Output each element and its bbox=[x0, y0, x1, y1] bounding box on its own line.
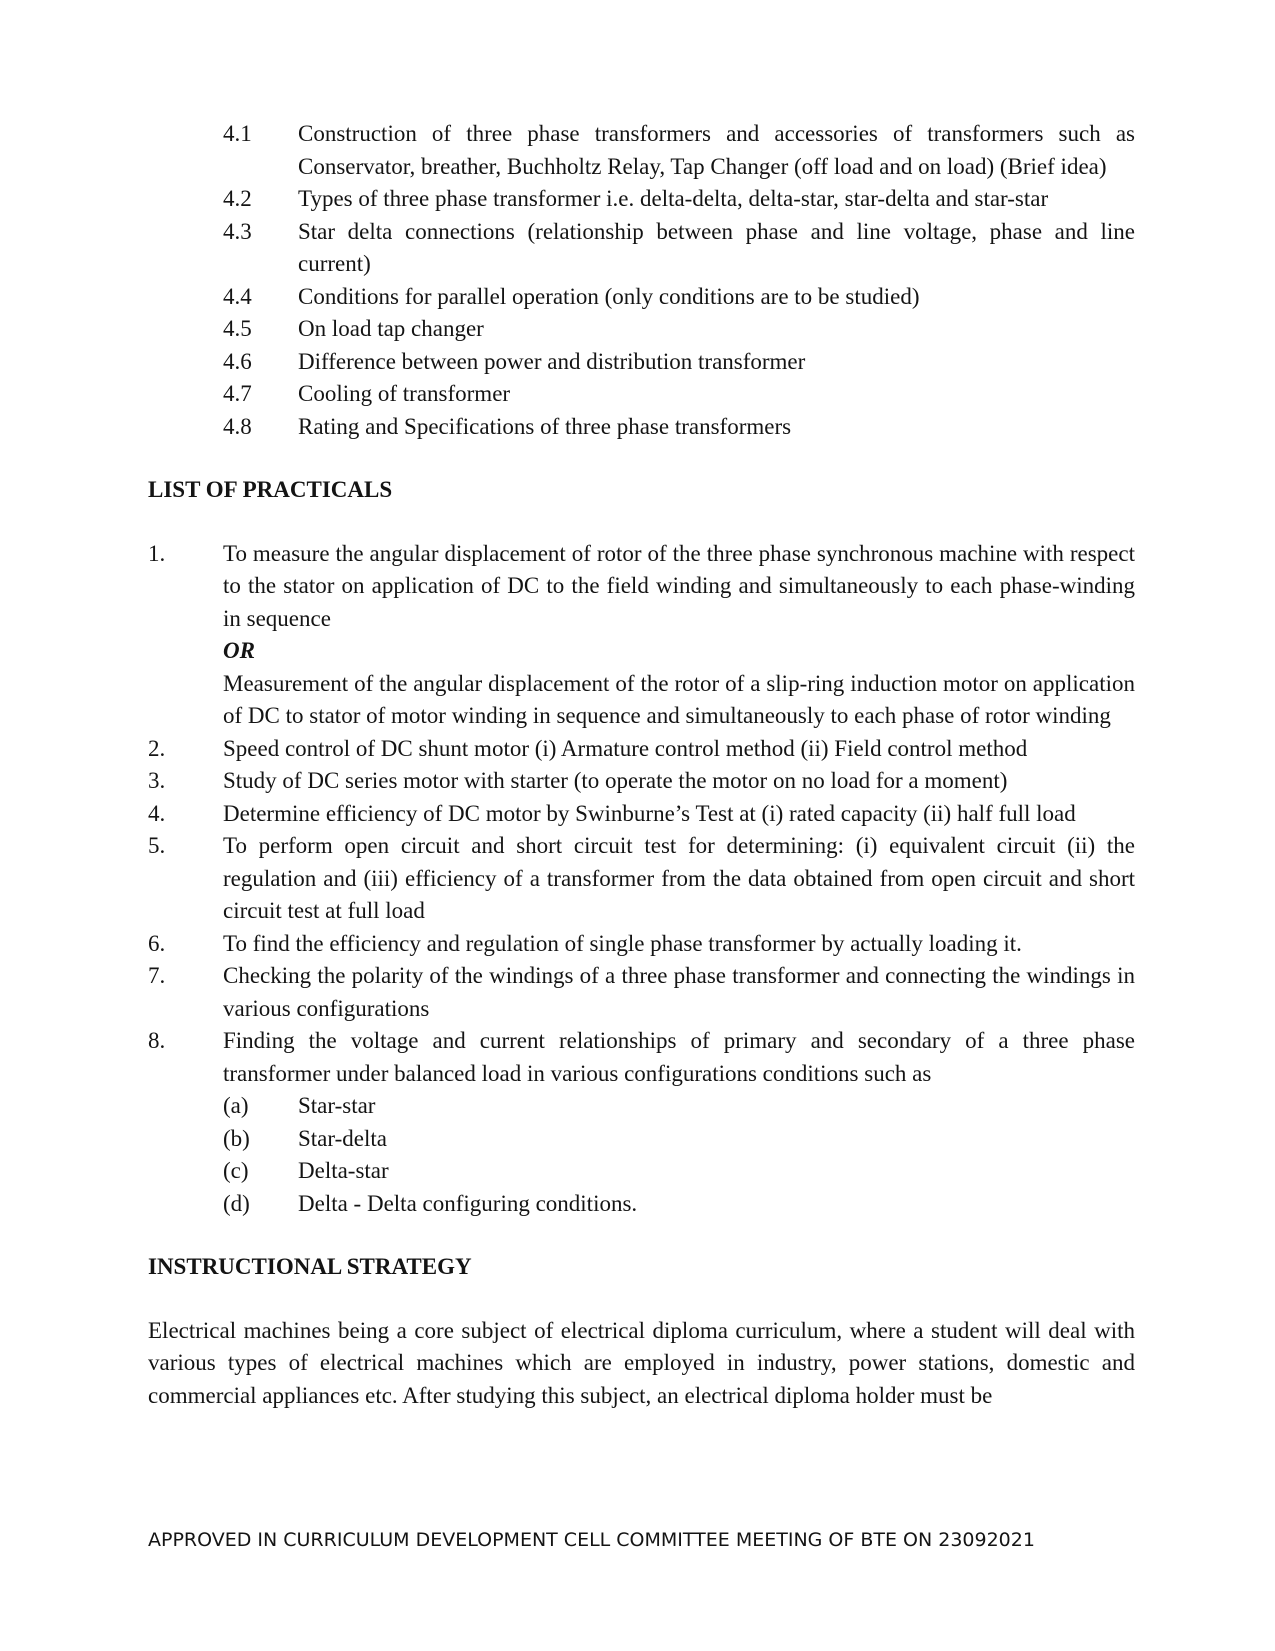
practical-body bbox=[223, 1025, 1135, 1220]
practical-item bbox=[148, 928, 1135, 961]
topic-text: Construction of three phase transformers and accessories of transformers such as Conservator, breather, Buchholtz Relay, Tap Changer (off load and on load) (Brief idea) bbox=[298, 121, 1135, 179]
topic-number: 4.7 bbox=[223, 381, 252, 406]
topic-item bbox=[223, 183, 1135, 216]
practical-text: Finding the voltage and current relationships of primary and secondary of a three phase transformer under balanced load in various configurations conditions such as bbox=[223, 1028, 1135, 1086]
practical-body bbox=[223, 960, 1135, 1025]
practical-text: Study of DC series motor with starter (to operate the motor on no load for a moment) bbox=[223, 768, 1008, 793]
topic-item bbox=[223, 281, 1135, 314]
practical-body bbox=[223, 830, 1135, 928]
page-content bbox=[148, 118, 1135, 1412]
practical-item bbox=[148, 765, 1135, 798]
practical-item bbox=[148, 1025, 1135, 1220]
practical-item bbox=[148, 830, 1135, 928]
topic-number: 4.2 bbox=[223, 186, 252, 211]
topic-number: 4.4 bbox=[223, 283, 252, 309]
practical-body bbox=[223, 765, 1135, 798]
topic-text: Conditions for parallel operation (only conditions are to be studied) bbox=[298, 283, 920, 309]
topic-text: On load tap changer bbox=[298, 316, 484, 341]
topic-number: 4.6 bbox=[223, 348, 252, 374]
practical-number: 8. bbox=[148, 1028, 166, 1053]
practical-number: 6. bbox=[148, 930, 166, 956]
practical-text: To measure the angular displacement of rotor of the three phase synchronous machine with respect to the stator on application of DC to the field winding and simultaneously to each phase-winding in sequence bbox=[223, 540, 1135, 631]
practical-body bbox=[223, 733, 1135, 766]
configuration-subitem bbox=[223, 1188, 1135, 1221]
topic-item bbox=[223, 346, 1135, 379]
practical-text: To perform open circuit and short circuit test for determining: (i) equivalent circuit (ii) the regulation and (iii) efficiency of a transformer from the data obtained from open circuit and short circuit test at full load bbox=[223, 833, 1135, 923]
topic-item bbox=[223, 378, 1135, 411]
practical-body bbox=[223, 538, 1135, 733]
topic-text: Difference between power and distribution transformer bbox=[298, 348, 806, 374]
subitem-text: Star-star bbox=[298, 1093, 376, 1118]
practical-body bbox=[223, 928, 1135, 961]
topic-number: 4.8 bbox=[223, 413, 252, 439]
topic-item bbox=[223, 313, 1135, 346]
topic-number: 4.5 bbox=[223, 316, 252, 341]
practical-item bbox=[148, 960, 1135, 1025]
practical-number: 5. bbox=[148, 833, 166, 858]
topic-text: Star delta connections (relationship between phase and line voltage, phase and line current) bbox=[298, 218, 1135, 276]
topic-text: Types of three phase transformer i.e. delta-delta, delta-star, star-delta and star-star bbox=[298, 186, 1049, 211]
practical-number: 4. bbox=[148, 800, 166, 826]
topic-text: Cooling of transformer bbox=[298, 381, 511, 406]
practical-text: Determine efficiency of DC motor by Swinburne’s Test at (i) rated capacity (ii) half full load bbox=[223, 800, 1076, 826]
approval-footer: APPROVED IN CURRICULUM DEVELOPMENT CELL COMMITTEE MEETING OF BTE ON 23092021 bbox=[148, 1529, 1035, 1551]
practical-item bbox=[148, 798, 1135, 831]
topic-item bbox=[223, 118, 1135, 183]
practical-number: 2. bbox=[148, 735, 166, 761]
topic-item bbox=[223, 411, 1135, 444]
practicals-heading: LIST OF PRACTICALS bbox=[148, 477, 393, 502]
subitem-letter: (c) bbox=[223, 1158, 249, 1183]
subitem-letter: (a) bbox=[223, 1093, 249, 1118]
practical-number: 3. bbox=[148, 768, 166, 793]
strategy-paragraph: Electrical machines being a core subject of electrical diploma curriculum, where a student will deal with various types of electrical machines which are employed in industry, power stations, domestic and commercial appliances etc. After studying this subject, an electrical diploma holder must be bbox=[148, 1317, 1135, 1408]
topic-text: Rating and Specifications of three phase transformers bbox=[298, 413, 792, 439]
practical-text: Speed control of DC shunt motor (i) Armature control method (ii) Field control method bbox=[223, 735, 1028, 761]
subitem-text: Delta-star bbox=[298, 1158, 389, 1183]
practical-number: 1. bbox=[148, 540, 166, 566]
subitem-text: Star-delta bbox=[298, 1125, 387, 1151]
topic-item bbox=[223, 216, 1135, 281]
practicals-list bbox=[148, 538, 1135, 1221]
practical-number: 7. bbox=[148, 963, 166, 988]
topic-number: 4.1 bbox=[223, 121, 252, 146]
practical-text: To find the efficiency and regulation of single phase transformer by actually loading it. bbox=[223, 930, 1022, 956]
subitem-text: Delta - Delta configuring conditions. bbox=[298, 1190, 638, 1216]
practical-alt-text: Measurement of the angular displacement of the rotor of a slip-ring induction motor on application of DC to stator of motor winding in sequence and simultaneously to each phase of rotor winding bbox=[223, 670, 1135, 728]
subitem-letter: (b) bbox=[223, 1125, 250, 1151]
or-label: OR bbox=[223, 638, 255, 663]
subitem-letter: (d) bbox=[223, 1190, 250, 1216]
configuration-subitem bbox=[223, 1090, 1135, 1123]
practical-item bbox=[148, 538, 1135, 733]
configuration-subitem bbox=[223, 1155, 1135, 1188]
practical-text: Checking the polarity of the windings of a three phase transformer and connecting the windings in various configurations bbox=[223, 963, 1135, 1021]
topic-number: 4.3 bbox=[223, 218, 252, 244]
topic-list bbox=[148, 118, 1135, 443]
configuration-subitem bbox=[223, 1123, 1135, 1156]
practical-item bbox=[148, 733, 1135, 766]
strategy-heading: INSTRUCTIONAL STRATEGY bbox=[148, 1254, 472, 1279]
practical-body bbox=[223, 798, 1135, 831]
